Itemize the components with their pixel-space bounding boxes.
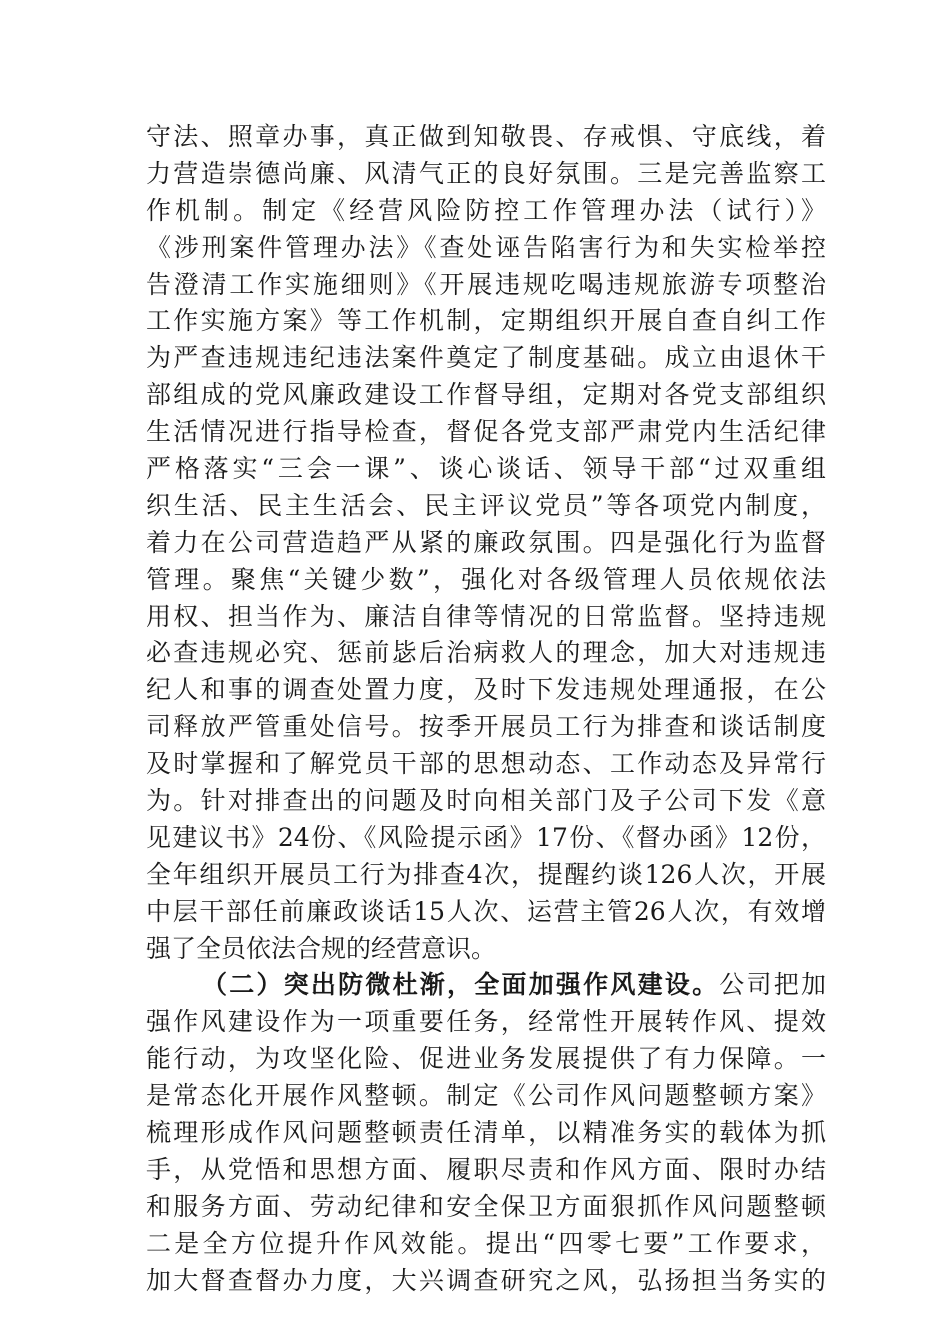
text-line: 梳理形成作风问题整顿责任清单，以精准务实的载体为抓 [146, 1118, 826, 1148]
text-line: 生活情况进行指导检查，督促各党支部严肃党内生活纪律 [146, 417, 826, 447]
text-line: 中层干部任前廉政谈话15人次、运营主管26人次，有效增 [146, 896, 826, 926]
section-heading: （二）突出防微杜渐，全面加强作风建设。 [202, 970, 720, 1000]
text-line: 和服务方面、劳动纪律和安全保卫方面狠抓作风问题整顿 [146, 1191, 826, 1221]
text-line: 严格落实“三会一课”、谈心谈话、领导干部“过双重组 [146, 454, 826, 484]
text-line: 强作风建设作为一项重要任务，经常性开展转作风、提效 [146, 1007, 826, 1037]
text-line: 强了全员依法合规的经营意识。 [146, 933, 497, 963]
text-line: 加大督查督办力度，大兴调查研究之风，弘扬担当务实的 [146, 1265, 826, 1295]
body-text [146, 119, 826, 1300]
text-line: 司释放严管重处信号。按季开展员工行为排查和谈话制度 [146, 712, 826, 742]
text-line: 能行动，为攻坚化险、促进业务发展提供了有力保障。一 [146, 1044, 826, 1074]
text-line: 全年组织开展员工行为排查4次，提醒约谈126人次，开展 [146, 859, 826, 889]
text-line: 告澄清工作实施细则》《开展违规吃喝违规旅游专项整治 [146, 269, 826, 299]
text-line: 用权、担当作为、廉洁自律等情况的日常监督。坚持违规 [146, 601, 826, 631]
text-line: 及时掌握和了解党员干部的思想动态、工作动态及异常行 [146, 749, 826, 779]
text-line: 《涉刑案件管理办法》《查处诬告陷害行为和失实检举控 [146, 232, 826, 262]
section-first-line [146, 967, 826, 1004]
text-line: 为严查违规违纪违法案件奠定了制度基础。成立由退休干 [146, 343, 826, 373]
text-line: 见建议书》24份、《风险提示函》17份、《督办函》12份， [146, 822, 826, 852]
text-line: 力营造崇德尚廉、风清气正的良好氛围。三是完善监察工 [146, 158, 826, 188]
text-line: 工作实施方案》等工作机制，定期组织开展自查自纠工作 [146, 306, 826, 336]
text-line: 守法、照章办事，真正做到知敬畏、存戒惧、守底线，着 [146, 122, 826, 151]
text-line: 着力在公司营造趋严从紧的廉政氛围。四是强化行为监督 [146, 527, 826, 557]
text-line: 二是全方位提升作风效能。提出“四零七要”工作要求， [146, 1228, 826, 1258]
text-line: 部组成的党风廉政建设工作督导组，定期对各党支部组织 [146, 380, 826, 410]
text-line: 必查违规必究、惩前毖后治病救人的理念，加大对违规违 [146, 638, 826, 668]
text-line: 是常态化开展作风整顿。制定《公司作风问题整顿方案》 [146, 1081, 826, 1111]
text-line: 纪人和事的调查处置力度，及时下发违规处理通报，在公 [146, 675, 826, 705]
text-line: 织生活、民主生活会、民主评议党员”等各项党内制度， [146, 490, 826, 520]
section-lead-text: 公司把加 [719, 970, 826, 1000]
text-line: 作机制。制定《经营风险防控工作管理办法（试行）》 [146, 195, 826, 225]
text-line: 管理。聚焦“关键少数”，强化对各级管理人员依规依法 [146, 564, 826, 594]
text-line: 为。针对排查出的问题及时向相关部门及子公司下发《意 [146, 786, 826, 816]
text-line: 手，从党悟和思想方面、履职尽责和作风方面、限时办结 [146, 1154, 826, 1184]
